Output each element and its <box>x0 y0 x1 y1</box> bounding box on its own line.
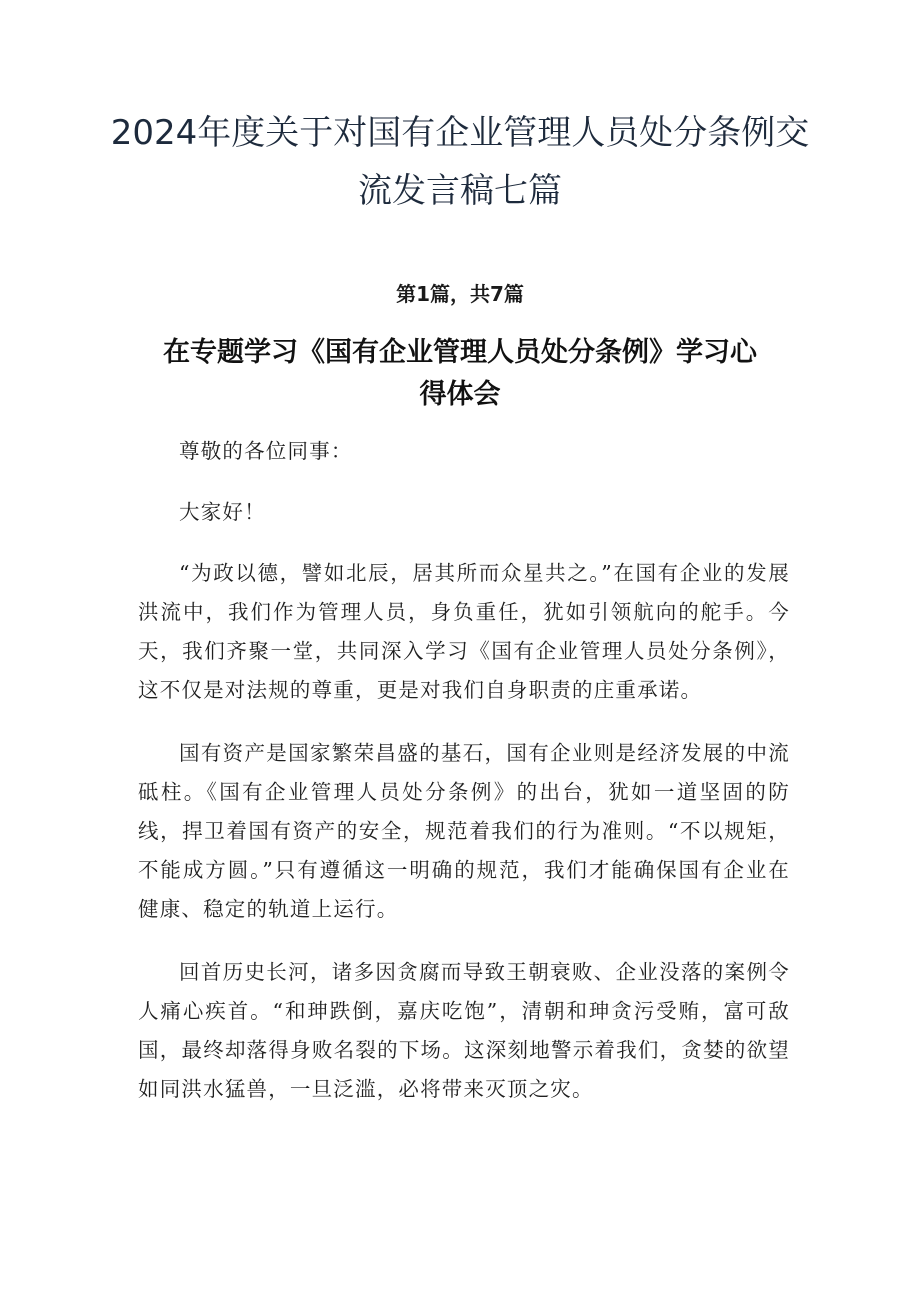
article-body <box>138 432 790 1133</box>
salutation: 尊敬的各位同事： <box>179 439 353 463</box>
greeting: 大家好！ <box>179 500 266 524</box>
body-paragraph: “为政以德，譬如北辰，居其所而众星共之。”在国有企业的发展洪流中，我们作为管理人员，身负重任，犹如引领航向的舵手。今天，我们齐聚一堂，共同深入学习《国有企业管理人员处分条例》，这不仅是对法规的尊重，更是对我们自身职责的庄重承诺。 <box>138 561 790 702</box>
body-paragraph: 国有资产是国家繁荣昌盛的基石，国有企业则是经济发展的中流砥柱。《国有企业管理人员处分条例》的出台，犹如一道坚固的防线，捍卫着国有资产的安全，规范着我们的行为准则。“不以规矩，不能成方圆。”只有遵循这一明确的规范，我们才能确保国有企业在健康、稳定的轨道上运行。 <box>138 741 790 921</box>
part-indicator: 第1篇，共7篇 <box>396 282 524 306</box>
article-title: 在专题学习《国有企业管理人员处分条例》学习心得体会 <box>163 337 757 410</box>
document-main-title: 2024年度关于对国有企业管理人员处分条例交流发言稿七篇 <box>110 113 810 211</box>
body-paragraph: 回首历史长河，诸多因贪腐而导致王朝衰败、企业没落的案例令人痛心疾首。“和珅跌倒，嘉庆吃饱”，清朝和珅贪污受贿，富可敌国，最终却落得身败名裂的下场。这深刻地警示着我们，贪婪的欲望如同洪水猛兽，一旦泛滥，必将带来灭顶之灾。 <box>138 960 790 1101</box>
